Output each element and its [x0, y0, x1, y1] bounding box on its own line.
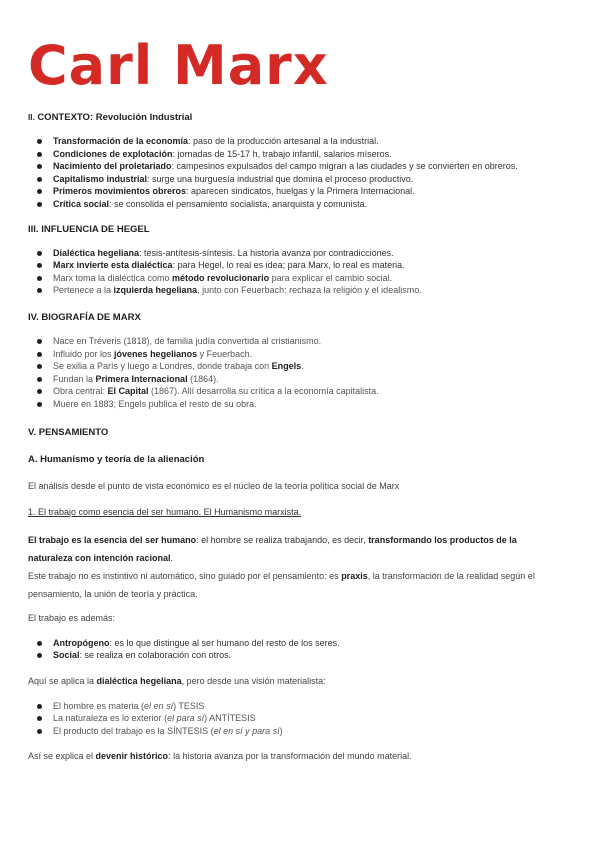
list-item: Nace en Tréveris (1818), de familia judía convertida al cristianismo. — [53, 335, 572, 348]
list-item: Primeros movimientos obreros: aparecen sindicatos, huelgas y la Primera Internacional. — [53, 185, 572, 198]
biography-list — [28, 335, 572, 411]
list-item: El hombre es materia (el en sí) TESIS — [53, 700, 572, 713]
list-item: Crítica social: se consolida el pensamiento socialista, anarquista y comunista. — [53, 198, 572, 211]
list-item: Nacimiento del proletariado: campesinos expulsados del campo migran a las ciudades y se convierten en obreros. — [53, 160, 572, 173]
list-item: Capitalismo industrial: surge una burguesía industrial que domina el proceso productivo. — [53, 173, 572, 186]
dialectic-list — [28, 700, 572, 738]
paragraph-dialectic: Aquí se aplica la dialéctica hegeliana, pero desde una visión materialista: — [28, 675, 326, 686]
list-item: Fundan la Primera Internacional (1864). — [53, 373, 572, 386]
paragraph-work-essence: El trabajo es la esencia del ser humano: el hombre se realiza trabajando, es decir, transformando los productos de la naturaleza con intención racional. — [28, 534, 517, 563]
list-item: Influido por los jóvenes hegelianos y Feuerbach. — [53, 348, 572, 361]
list-item: Condiciones de explotación: jornadas de 15-17 h, trabajo infantil, salarios míseros. — [53, 148, 572, 161]
intro-paragraph: El análisis desde el punto de vista económico es el núcleo de la teoría política social de Marx — [28, 480, 400, 491]
context-list — [28, 135, 572, 211]
list-item: Marx invierte esta dialéctica: para Hegel, lo real es idea; para Marx, lo real es materia. — [53, 259, 572, 272]
list-item: Pertenece a la izquierda hegeliana, junto con Feuerbach: rechaza la religión y el idealismo. — [53, 284, 572, 297]
section-heading-context: II. CONTEXTO: Revolución Industrial — [28, 112, 193, 123]
list-item: Muere en 1883; Engels publica el resto de su obra. — [53, 398, 572, 411]
list-item: La naturaleza es lo exterior (el para sí) ANTÍTESIS — [53, 712, 572, 725]
section-heading-thought: V. PENSAMIENTO — [28, 426, 109, 438]
hegel-list — [28, 247, 572, 297]
paragraph-work-also: El trabajo es además: — [28, 612, 116, 623]
list-item: Social: se realiza en colaboración con otros. — [53, 649, 572, 662]
section-heading-biography: IV. BIOGRAFÍA DE MARX — [28, 311, 141, 323]
paragraph-praxis: Este trabajo no es instintivo ni automático, sino guiado por el pensamiento: es praxis, la transformación de la realidad según el pensamiento, la unión de teoría y práctica. — [28, 570, 535, 599]
section-heading-hegel: III. INFLUENCIA DE HEGEL — [28, 223, 150, 235]
list-item: Transformación de la economía: paso de la producción artesanal a la industrial. — [53, 135, 572, 148]
list-item: Se exilia a París y luego a Londres, donde trabaja con Engels. — [53, 360, 572, 373]
list-item: El producto del trabajo es la SÍNTESIS (el en sí y para sí) — [53, 725, 572, 738]
list-item: Dialéctica hegeliana: tesis-antítesis-síntesis. La historia avanza por contradicciones. — [53, 247, 572, 260]
work-traits-list — [28, 637, 572, 662]
list-item: Antropógeno: es lo que distingue al ser humano del resto de los seres. — [53, 637, 572, 650]
list-item: Obra central: El Capital (1867). Allí desarrolla su crítica a la economía capitalista. — [53, 385, 572, 398]
subsection-title-work: 1. El trabajo como esencia del ser humano. El Humanismo marxista. — [28, 506, 302, 517]
list-item: Marx toma la dialéctica como método revolucionario para explicar el cambio social. — [53, 272, 572, 285]
subsection-heading-humanism: A. Humanismo y teoría de la alienación — [28, 453, 205, 465]
page-title: Carl Marx — [28, 34, 329, 97]
paragraph-historical-becoming: Así se explica el devenir histórico: la historia avanza por la transformación del mundo material. — [28, 751, 412, 762]
